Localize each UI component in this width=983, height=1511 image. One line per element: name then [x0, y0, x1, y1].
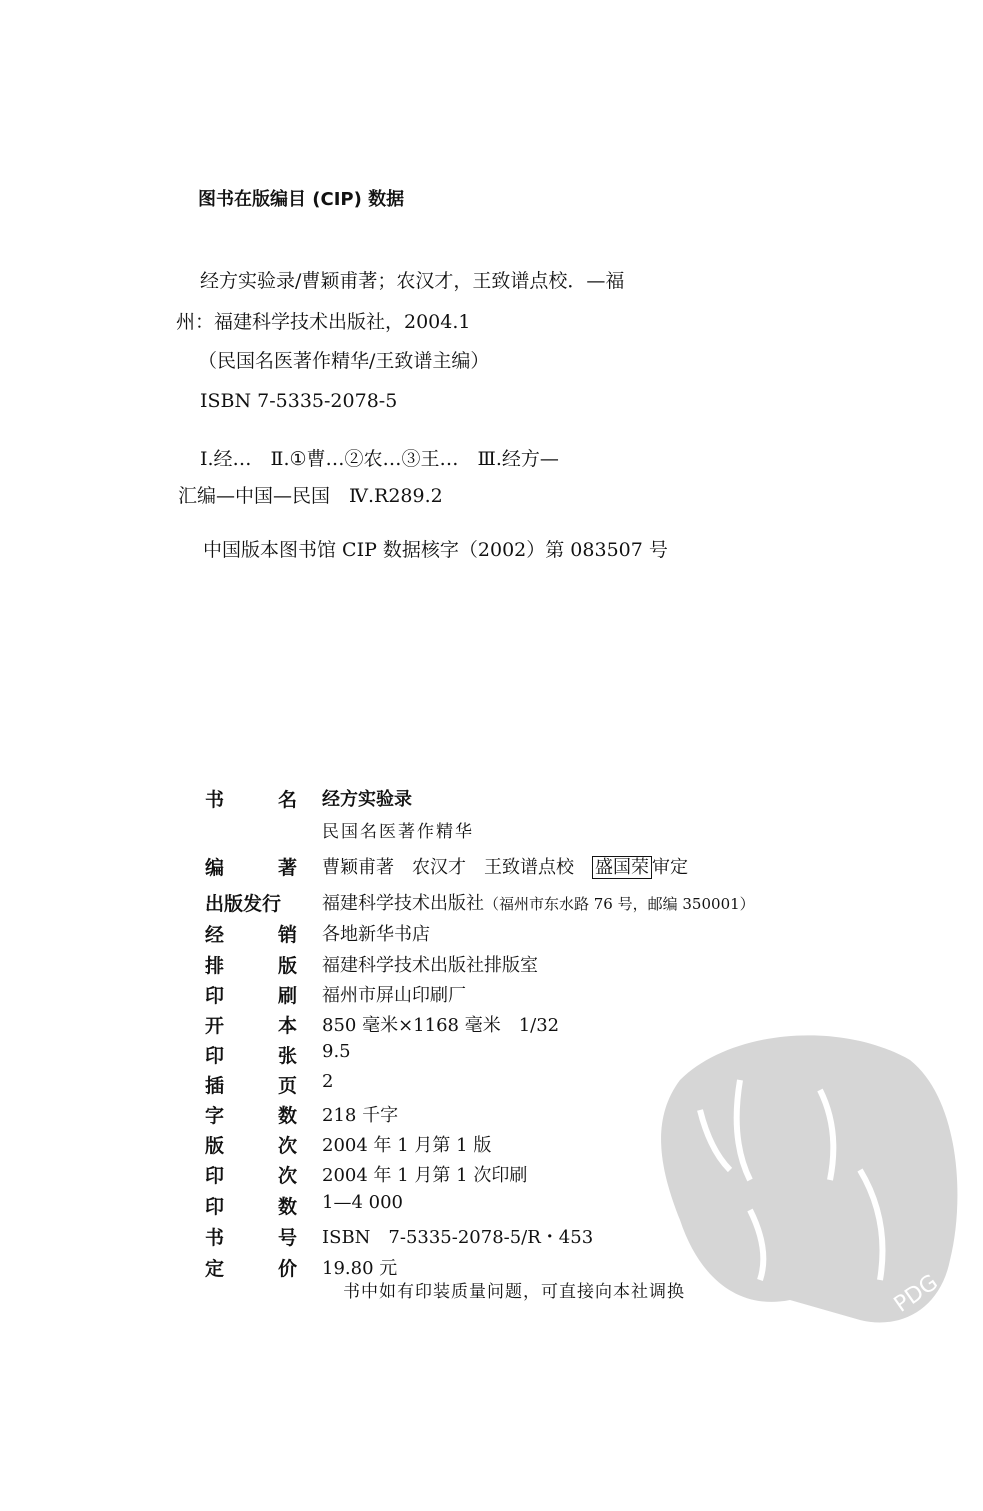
- row-value: 2: [322, 1071, 334, 1092]
- cip-heading: 图书在版编目 (CIP) 数据: [198, 189, 405, 210]
- row-value: ISBN 7-5335-2078-5/R・453: [322, 1227, 594, 1248]
- row-label: 插 页: [205, 1075, 297, 1097]
- row-label: 排 版: [205, 955, 297, 977]
- row-value: 各地新华书店: [322, 924, 430, 945]
- row-label: 印 次: [205, 1165, 297, 1187]
- row-label: 出版发行: [205, 893, 282, 915]
- cip-isbn: ISBN 7-5335-2078-5: [200, 390, 398, 412]
- series-name: 民国名医著作精华: [322, 822, 474, 842]
- row-label: 经 销: [205, 924, 297, 946]
- book-title: 经方实验录: [322, 789, 412, 810]
- publisher-address: （福州市东水路 76 号，邮编 350001）: [484, 895, 755, 913]
- authors: 曹颖甫著 农汉才 王致谱点校 盛国荣 审定: [322, 857, 688, 878]
- row-label: 印 张: [205, 1045, 297, 1067]
- reviewer-name: 盛国荣: [592, 856, 652, 879]
- row-label: 定 价: [205, 1258, 297, 1280]
- watermark-text: PDG: [889, 1270, 943, 1318]
- row-label: 版 次: [205, 1135, 297, 1157]
- cip-record-number: 中国版本图书馆 CIP 数据核字（2002）第 083507 号: [203, 539, 668, 561]
- row-label: 字 数: [205, 1105, 297, 1127]
- label-authors: 编 著: [205, 857, 297, 879]
- cip-classification-2: 汇编—中国—民国 Ⅳ.R289.2: [178, 485, 443, 507]
- row-label: 开 本: [205, 1015, 297, 1037]
- row-value: 福州市屏山印刷厂: [322, 985, 466, 1006]
- row-label: 印 数: [205, 1196, 297, 1218]
- cip-line-1: 经方实验录/曹颖甫著；农汉才，王致谱点校．—福: [200, 270, 625, 292]
- row-value: 218 千字: [322, 1105, 399, 1126]
- row-value: 1—4 000: [322, 1192, 403, 1213]
- row-value: 2004 年 1 月第 1 版: [322, 1135, 492, 1156]
- row-value: 福建科学技术出版社排版室: [322, 955, 538, 976]
- cip-classification-1: Ⅰ.经… Ⅱ.①曹…②农…③王… Ⅲ.经方—: [200, 448, 559, 470]
- cip-line-3: （民国名医著作精华/王致谱主编）: [198, 350, 490, 372]
- row-label: 书 号: [205, 1227, 297, 1249]
- row-value: 19.80 元: [322, 1258, 398, 1279]
- watermark-seal: [640, 1020, 970, 1340]
- cip-line-2: 州：福建科学技术出版社，2004.1: [176, 311, 471, 333]
- row-value: 福建科学技术出版社（福州市东水路 76 号，邮编 350001）: [322, 893, 755, 914]
- row-label: 印 刷: [205, 985, 297, 1007]
- label-title: 书 名: [205, 789, 297, 811]
- row-value: 850 毫米×1168 毫米 1/32: [322, 1015, 560, 1036]
- row-value: 2004 年 1 月第 1 次印刷: [322, 1165, 528, 1186]
- quality-notice: 书中如有印装质量问题，可直接向本社调换: [343, 1282, 685, 1302]
- row-value: 9.5: [322, 1041, 351, 1062]
